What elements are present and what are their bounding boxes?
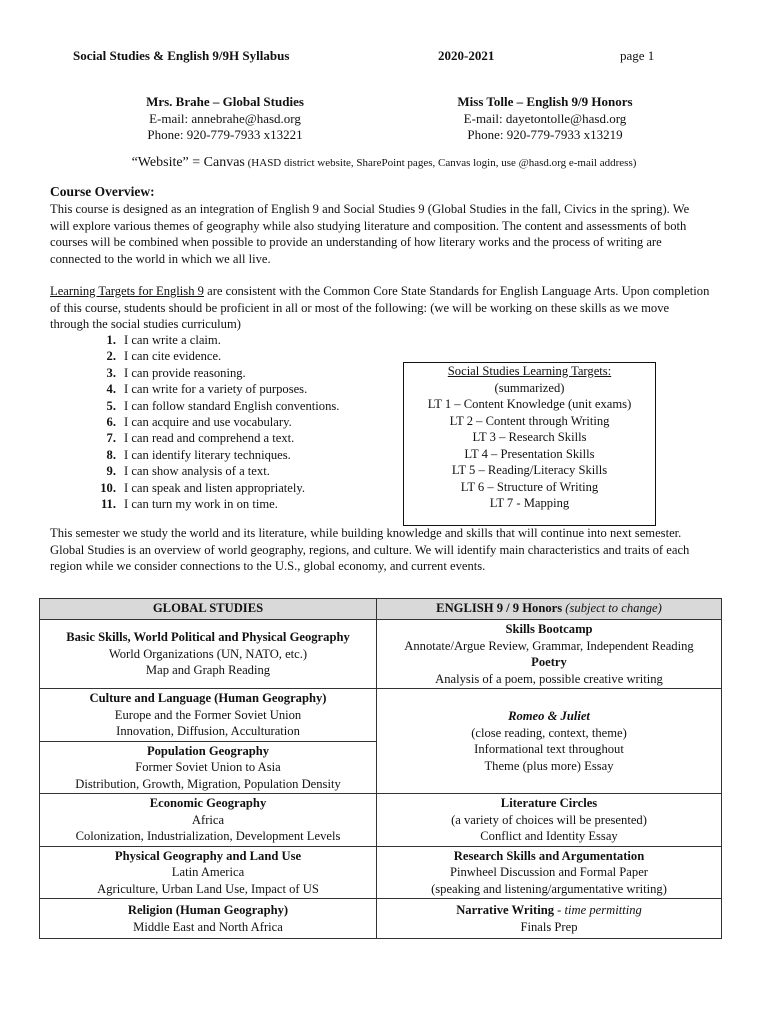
en-unit-line: (speaking and listening/argumentative writing) xyxy=(431,881,667,896)
item-text: I can provide reasoning. xyxy=(124,365,246,380)
item-text: I can turn my work in on time. xyxy=(124,497,278,512)
teacher-phone: Phone: 920-779-7933 x13221 xyxy=(147,127,303,142)
item-text: I can speak and listen appropriately. xyxy=(124,480,306,495)
gs-unit-line: Agriculture, Urban Land Use, Impact of US xyxy=(97,881,319,896)
gs-unit-title: Economic Geography xyxy=(149,796,267,810)
header-english xyxy=(377,599,722,620)
gs-cell xyxy=(40,846,377,899)
list-item xyxy=(50,365,339,381)
teacher-name: Mrs. Brahe – Global Studies xyxy=(146,94,304,109)
gs-unit-title: Physical Geography and Land Use xyxy=(114,848,302,863)
gs-unit-line: Latin America xyxy=(171,865,245,879)
en-cell xyxy=(377,620,722,689)
en-unit-title: Skills Bootcamp xyxy=(505,622,593,636)
gs-unit-line: Colonization, Industrialization, Development Levels xyxy=(75,829,341,843)
item-text: I can identify literary techniques. xyxy=(124,447,291,462)
gs-unit-line: Middle East and North Africa xyxy=(133,919,283,934)
item-number: 4. xyxy=(106,382,116,397)
list-item xyxy=(50,398,339,414)
table-row xyxy=(40,899,722,939)
gs-unit-title: Culture and Language (Human Geography) xyxy=(89,691,327,705)
gs-unit-title: Religion (Human Geography) xyxy=(127,903,289,917)
en-cell xyxy=(377,689,722,794)
website-note: (HASD district website, SharePoint pages, Canvas login, use @hasd.org e-mail address) xyxy=(244,157,637,169)
en-cell xyxy=(377,899,722,939)
item-number: 10. xyxy=(100,480,116,495)
gs-cell xyxy=(40,741,377,794)
item-text: I can acquire and use vocabulary. xyxy=(124,415,292,430)
gs-unit-line: Map and Graph Reading xyxy=(145,663,271,678)
list-item xyxy=(50,463,339,479)
ss-target-item: LT 7 - Mapping xyxy=(489,496,570,510)
item-number: 7. xyxy=(106,431,116,446)
en-unit-line: Annotate/Argue Review, Grammar, Independent Reading xyxy=(404,638,694,653)
item-number: 3. xyxy=(106,365,116,380)
gs-unit-line: Innovation, Diffusion, Acculturation xyxy=(116,724,300,738)
ss-targets-subtitle: (summarized) xyxy=(494,380,565,395)
gs-unit-title: Basic Skills, World Political and Physical Geography xyxy=(66,630,350,645)
list-item xyxy=(50,430,339,446)
en-unit-title: Poetry xyxy=(531,655,567,669)
en-unit-line: (close reading, context, theme) xyxy=(471,725,627,740)
teacher-name: Miss Tolle – English 9/9 Honors xyxy=(457,94,633,109)
en-unit-line: Analysis of a poem, possible creative writing xyxy=(435,671,663,686)
ss-target-item: LT 1 – Content Knowledge (unit exams) xyxy=(427,397,632,411)
list-item xyxy=(50,381,339,397)
ss-target-item: LT 2 – Content through Writing xyxy=(449,413,610,428)
gs-cell xyxy=(40,620,377,689)
item-text: I can read and comprehend a text. xyxy=(124,431,295,446)
gs-unit-line: Africa xyxy=(191,812,225,827)
ss-targets-title: Social Studies Learning Targets: xyxy=(447,364,612,378)
en-unit-line: (a variety of choices will be presented) xyxy=(451,812,647,827)
list-item xyxy=(50,496,339,512)
item-number: 9. xyxy=(106,464,116,479)
ss-target-item: LT 6 – Structure of Writing xyxy=(460,479,599,494)
item-number: 1. xyxy=(106,333,116,347)
teacher-email: E-mail: annebrahe@hasd.org xyxy=(149,110,301,126)
ss-target-item: LT 4 – Presentation Skills xyxy=(464,446,595,461)
en-unit-title: Romeo & Juliet xyxy=(508,709,590,723)
table-row xyxy=(40,689,722,742)
ss-target-item: LT 3 – Research Skills xyxy=(472,430,587,444)
header-english-note: (subject to change) xyxy=(565,601,662,615)
en-unit-note: - time permitting xyxy=(554,903,642,917)
en-cell xyxy=(377,794,722,847)
semester-paragraph: This semester we study the world and its literature, while building knowledge and skills that will continue into next semester. Global Studies is an overview of world geography, regions, and culture. We will identify main characteristics and traits of each region while we consider connections to the U.S., global economy, and current events. xyxy=(50,526,690,573)
item-text: I can write for a variety of purposes. xyxy=(124,382,308,397)
table-row xyxy=(40,794,722,847)
item-number: 8. xyxy=(106,447,116,462)
website-label: “Website” = Canvas xyxy=(131,155,245,170)
en-cell xyxy=(377,846,722,899)
teacher-tolle xyxy=(395,94,695,144)
teacher-brahe xyxy=(75,94,375,144)
item-text: I can cite evidence. xyxy=(124,349,222,364)
schedule-table xyxy=(39,598,722,939)
page-number: page 1 xyxy=(620,48,655,63)
teacher-email: E-mail: dayetontolle@hasd.org xyxy=(463,110,627,126)
gs-unit-line: Europe and the Former Soviet Union xyxy=(114,707,302,722)
en-unit-line: Theme (plus more) Essay xyxy=(484,758,614,773)
en-unit-line: Finals Prep xyxy=(520,919,578,934)
ss-target-item: LT 5 – Reading/Literacy Skills xyxy=(451,463,608,477)
targets-intro-link: Learning Targets for English 9 xyxy=(50,284,204,298)
gs-unit-line: Former Soviet Union to Asia xyxy=(135,760,281,774)
list-item xyxy=(50,480,339,496)
item-number: 5. xyxy=(106,398,116,413)
gs-cell xyxy=(40,899,377,939)
website-line xyxy=(0,155,768,171)
targets-intro xyxy=(50,283,710,333)
social-studies-targets-box xyxy=(403,362,656,526)
item-number: 2. xyxy=(106,349,116,364)
header-global-studies: GLOBAL STUDIES xyxy=(40,599,377,620)
item-number: 11. xyxy=(100,497,116,512)
targets-intro-text: are consistent with the Common Core State Standards for English Language Arts. Upon completion of this course, students should be proficient in all or most of the following: (we will be working on these skills as we move through the social studies curriculum) xyxy=(50,284,710,331)
english-targets-list xyxy=(50,332,339,512)
list-item xyxy=(50,348,339,364)
gs-unit-line: Distribution, Growth, Migration, Population Density xyxy=(75,776,341,791)
item-text: I can show analysis of a text. xyxy=(124,464,270,479)
table-row xyxy=(40,846,722,899)
list-item xyxy=(50,447,339,463)
school-year: 2020-2021 xyxy=(438,48,495,63)
en-unit-title: Research Skills and Argumentation xyxy=(453,848,645,863)
gs-unit-line: World Organizations (UN, NATO, etc.) xyxy=(108,646,308,661)
overview-heading: Course Overview: xyxy=(50,184,155,199)
en-unit-title: Narrative Writing xyxy=(456,903,555,917)
item-number: 6. xyxy=(106,415,116,430)
en-unit-title: Literature Circles xyxy=(500,796,598,810)
teacher-phone: Phone: 920-779-7933 x13219 xyxy=(467,127,623,142)
table-row xyxy=(40,620,722,689)
item-text: I can follow standard English conventions. xyxy=(124,398,340,413)
overview-paragraph: This course is designed as an integration of English 9 and Social Studies 9 (Global Studies in the fall, Civics in the spring). We will explore various themes of geography while also studying literature and composition. The content and assessments of both courses will be combined when possible to provide an understanding of how literary works and the process of writing are connected to the world in which we all live. xyxy=(50,202,690,266)
gs-cell xyxy=(40,689,377,742)
gs-cell xyxy=(40,794,377,847)
header-english-label: ENGLISH 9 / 9 Honors xyxy=(436,601,566,615)
en-unit-line: Pinwheel Discussion and Formal Paper xyxy=(450,865,648,879)
gs-unit-title: Population Geography xyxy=(146,743,270,758)
en-unit-line: Conflict and Identity Essay xyxy=(480,829,618,843)
list-item xyxy=(50,414,339,430)
table-header-row xyxy=(40,599,722,620)
syllabus-title: Social Studies & English 9/9H Syllabus xyxy=(73,48,290,63)
en-unit-line: Informational text throughout xyxy=(474,742,624,756)
list-item xyxy=(50,332,339,348)
item-text: I can write a claim. xyxy=(124,333,221,347)
